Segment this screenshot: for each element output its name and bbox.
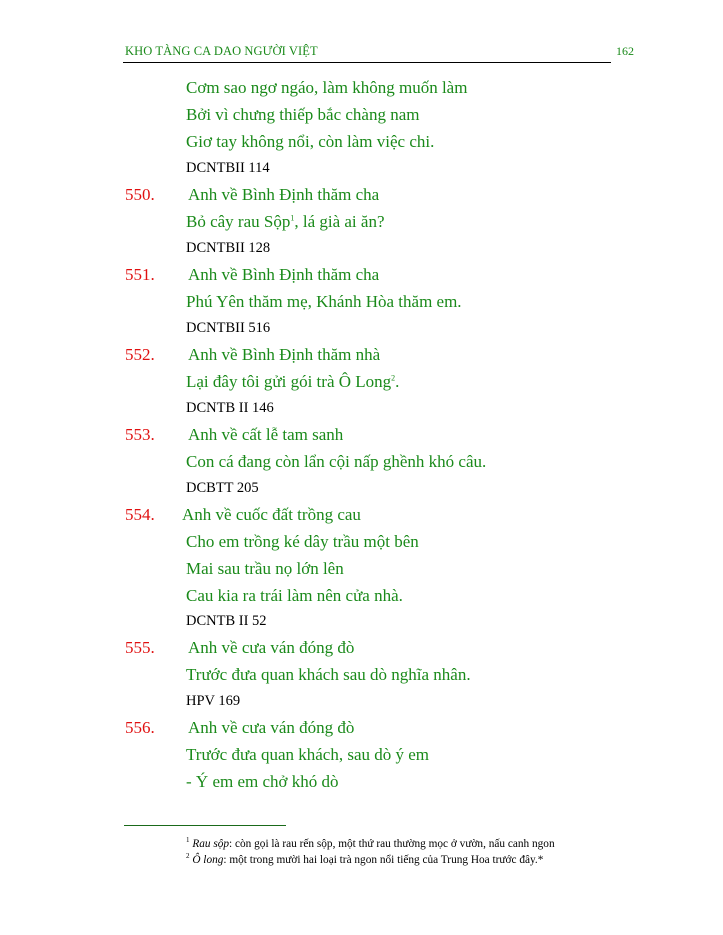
verse-line: Anh về cưa ván đóng đò (188, 718, 355, 737)
book-title: KHO TÀNG CA DAO NGƯỜI VIỆT (125, 44, 318, 58)
source-ref: DCBTT 205 (186, 480, 259, 496)
verse-line: Cơm sao ngơ ngáo, làm không muốn làm (186, 78, 468, 97)
entry-number: 556. (125, 718, 155, 737)
verse-line: Mai sau trầu nọ lớn lên (186, 559, 344, 578)
source-ref: DCNTBII 128 (186, 240, 271, 256)
source-ref: DCNTBII 114 (186, 160, 270, 176)
verse-line: Con cá đang còn lẩn cội nấp ghềnh khó câu. (186, 452, 487, 471)
source-ref: DCNTB II 52 (186, 613, 267, 629)
verse-line: Anh về Bình Định thăm nhà (188, 345, 381, 364)
footnote: $^2$ Ô long: một trong mười hai loại trà ngon nổi tiếng của Trung Hoa trước đây.* (186, 852, 544, 866)
verse-line: Cho em trồng ké dây trầu một bên (186, 532, 419, 551)
entry-number: 554. (125, 505, 155, 524)
source-ref: DCNTBII 516 (186, 320, 271, 336)
verse-line: Lại đây tôi gửi gói trà Ô Long$^2$. (186, 372, 400, 391)
verse-line: Bỏ cây rau Sộp$^1$, lá già ai ăn? (186, 212, 385, 231)
verse-line: Anh về cuốc đất trồng cau (182, 505, 361, 524)
footnote-divider (124, 825, 286, 826)
verse-line: Anh về Bình Định thăm cha (188, 265, 380, 284)
verse-line: Cau kia ra trái làm nên cửa nhà. (186, 586, 403, 605)
source-ref: DCNTB II 146 (186, 400, 274, 416)
entry-number: 553. (125, 425, 155, 444)
footnote-mark: 2 (391, 373, 396, 383)
entry-number: 551. (125, 265, 155, 284)
verse-line: Phú Yên thăm mẹ, Khánh Hòa thăm em. (186, 292, 462, 311)
entry-number: 550. (125, 185, 155, 204)
footnote: $^1$ Rau sộp: còn gọi là rau rến sộp, một thứ rau thường mọc ở vườn, nấu canh ngon (186, 836, 555, 850)
page-number: 162 (616, 44, 634, 58)
source-ref: HPV 169 (186, 693, 241, 709)
verse-line: Anh về Bình Định thăm cha (188, 185, 380, 204)
verse-line: Anh về cưa ván đóng đò (188, 638, 355, 657)
entry-number: 552. (125, 345, 155, 364)
header-divider (123, 62, 611, 63)
verse-line: - Ý em em chở khó dò (186, 772, 339, 791)
verse-line: Anh về cất lễ tam sanh (188, 425, 344, 444)
verse-line: Giơ tay không nổi, còn làm việc chi. (186, 132, 435, 151)
footnote-mark: 1 (290, 213, 295, 223)
verse-line: Trước đưa quan khách, sau dò ý em (186, 745, 430, 764)
verse-line: Trước đưa quan khách sau dò nghĩa nhân. (186, 665, 471, 684)
verse-line: Bởi vì chưng thiếp bắc chàng nam (186, 105, 420, 124)
entry-number: 555. (125, 638, 155, 657)
